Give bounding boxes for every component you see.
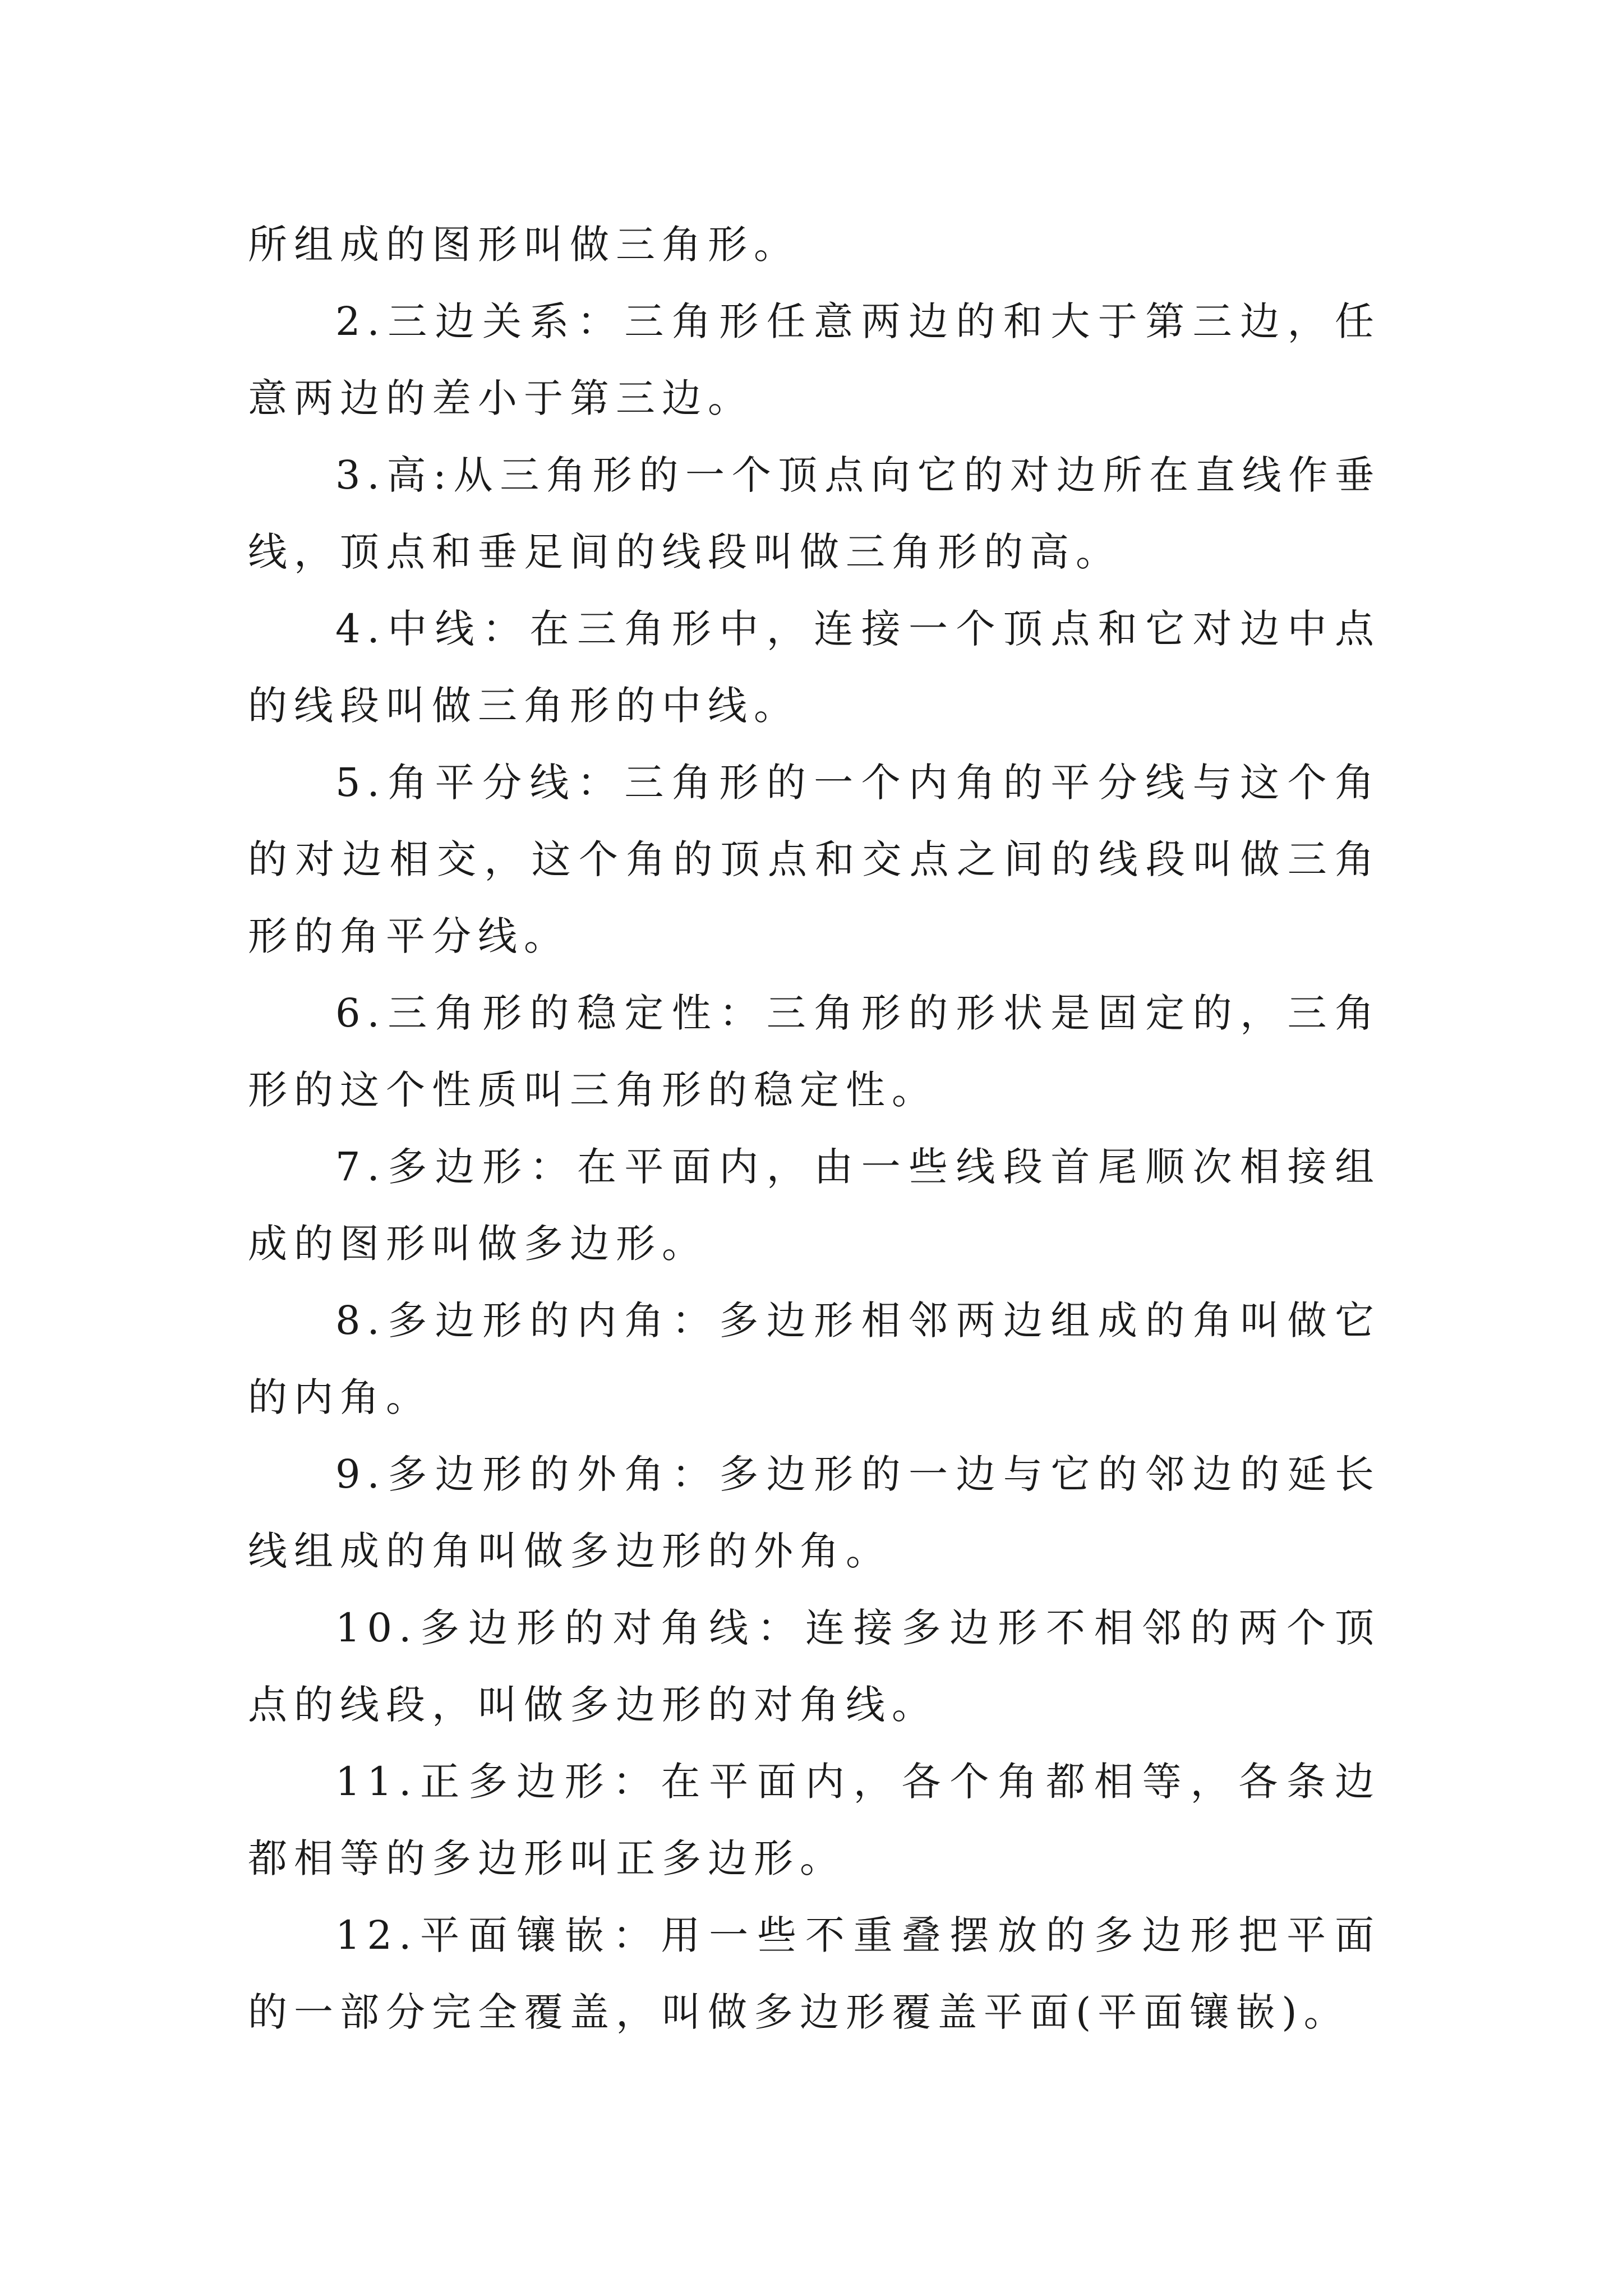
paragraph-item-2: 2.三边关系：三角形任意两边的和大于第三边，任意两边的差小于第三边。 [248,298,1381,421]
paragraph-continuation: 所组成的图形叫做三角形。 [248,222,800,268]
paragraph-item-3: 3.高:从三角形的一个顶点向它的对边所在直线作垂线，顶点和垂足间的线段叫做三角形的高。 [248,452,1381,575]
paragraph-item-4: 4.中线：在三角形中，连接一个顶点和它对边中点的线段叫做三角形的中线。 [248,606,1381,729]
paragraph-item-6: 6.三角形的稳定性：三角形的形状是固定的，三角形的这个性质叫三角形的稳定性。 [248,990,1381,1113]
paragraph-item-11: 11.正多边形：在平面内，各个角都相等，各条边都相等的多边形叫正多边形。 [248,1759,1381,1881]
document-body [248,206,1381,2051]
paragraph-item-7: 7.多边形：在平面内，由一些线段首尾顺次相接组成的图形叫做多边形。 [248,1144,1381,1267]
paragraph-item-5: 5.角平分线：三角形的一个内角的平分线与这个角的对边相交，这个角的顶点和交点之间的线段叫做三角形的角平分线。 [248,760,1381,959]
paragraph-item-12: 12.平面镶嵌：用一些不重叠摆放的多边形把平面的一部分完全覆盖，叫做多边形覆盖平面(平面镶嵌)。 [248,1912,1381,2035]
paragraph-item-10: 10.多边形的对角线：连接多边形不相邻的两个顶点的线段，叫做多边形的对角线。 [248,1605,1381,1728]
paragraph-item-8: 8.多边形的内角：多边形相邻两边组成的角叫做它的内角。 [248,1297,1381,1420]
paragraph-item-9: 9.多边形的外角：多边形的一边与它的邻边的延长线组成的角叫做多边形的外角。 [248,1451,1381,1574]
